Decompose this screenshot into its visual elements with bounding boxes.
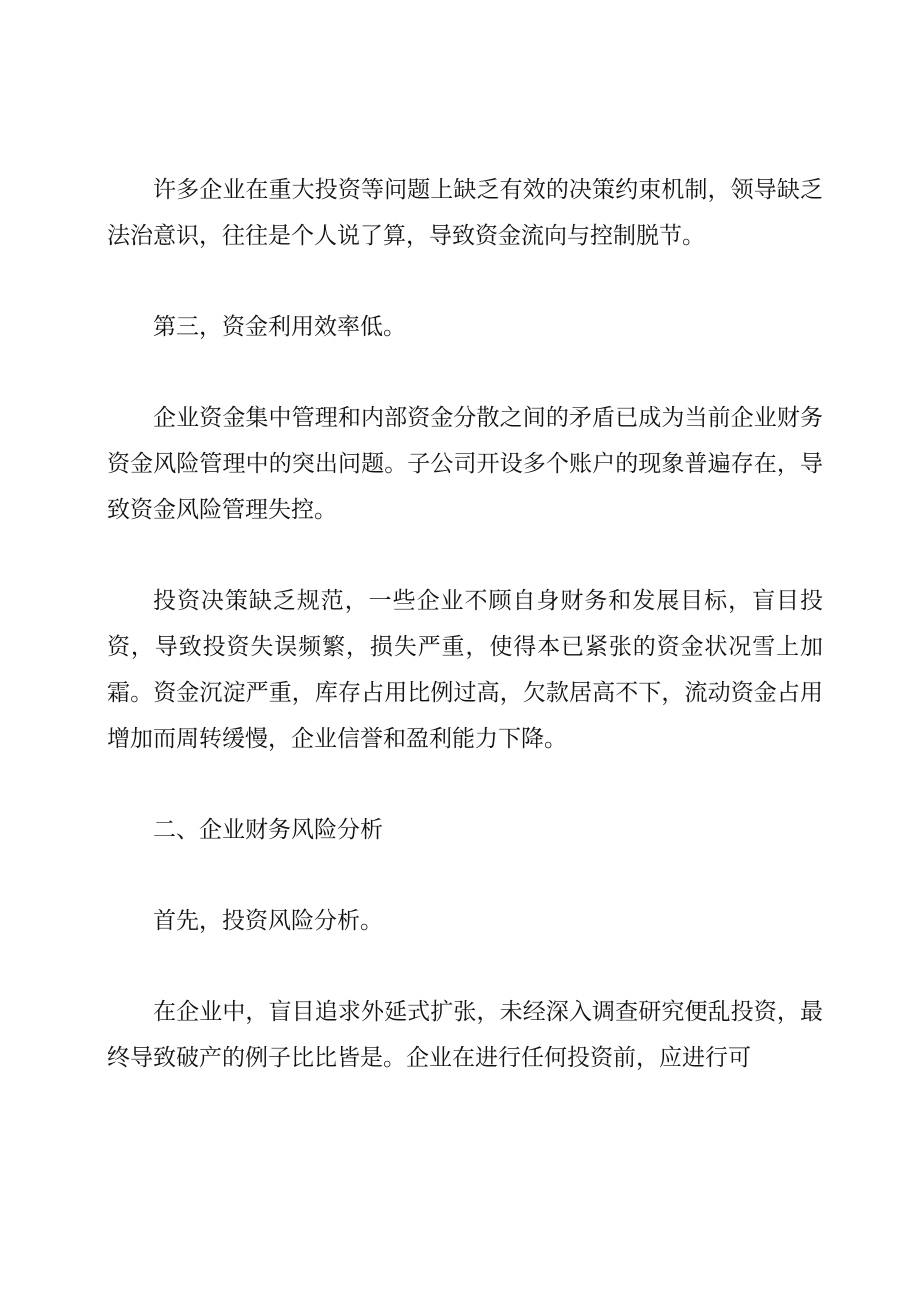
paragraph-investment-decisions: 投资决策缺乏规范，一些企业不顾自身财务和发展目标，盲目投资，导致投资失误频繁，损失严重，使得本已紧张的资金状况雪上加霜。资金沉淀严重，库存占用比例过高，欠款居高不下，流动资金占用增加而周转缓慢，企业信誉和盈利能力下降。 [107,588,823,752]
paragraph-decision-constraints: 许多企业在重大投资等问题上缺乏有效的决策约束机制，领导缺乏法治意识，往往是个人说了算，导致资金流向与控制脱节。 [107,177,823,249]
section-heading-risk-analysis: 二、企业财务风险分析 [153,817,383,843]
paragraph-first-point: 首先，投资风险分析。 [153,908,383,934]
paragraph-blind-expansion: 在企业中，盲目追求外延式扩张，未经深入调查研究便乱投资，最终导致破产的例子比比皆是。企业在进行任何投资前，应进行可 [107,999,823,1071]
paragraph-fund-management: 企业资金集中管理和内部资金分散之间的矛盾已成为当前企业财务资金风险管理中的突出问题。子公司开设多个账户的现象普遍存在，导致资金风险管理失控。 [107,405,823,523]
document-body [107,167,823,1081]
paragraph-third-point: 第三，资金利用效率低。 [153,314,406,340]
